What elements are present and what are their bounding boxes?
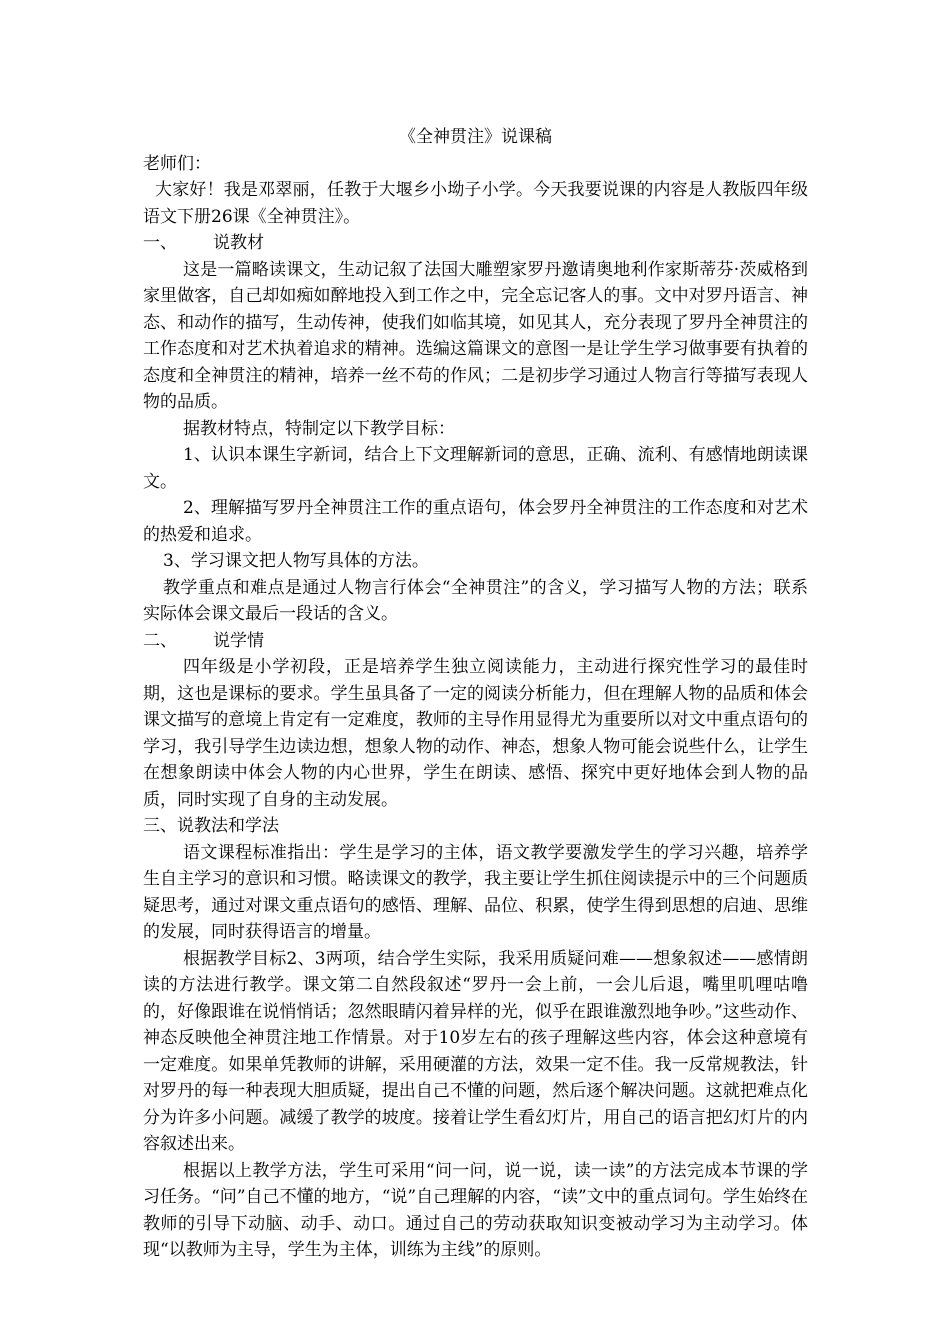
- section-number-2: 二、: [143, 630, 177, 651]
- section2-paragraph-1: 四年级是小学初段，正是培养学生独立阅读能力，主动进行探究性学习的最佳时期，这也是课标的要求。学生虽具备了一定的阅读分析能力，但在理解人物的品质和体会课文描写的意境上肯定有一定难度，教师的主导作用显得尤为重要所以对文中重点语句的学习，我引导学生边读边想，想象人物的动作、神态，想象人物可能会说些什么，让学生在想象朗读中体会人物的内心世界，学生在朗读、感悟、探究中更好地体会到人物的品质，同时实现了自身的主动发展。: [143, 657, 808, 810]
- document-page: [143, 124, 808, 1264]
- teaching-goal-3: 3、学习课文把人物写具体的方法。: [163, 551, 429, 571]
- section3-paragraph-3: 根据以上教学方法，学生可采用“问一问，说一说，读一读”的方法完成本节课的学习任务。“问”自己不懂的地方，“说”自己理解的内容，“读”文中的重点词句。学生始终在教师的引导下动脑、动手、动口。通过自己的劳动获取知识变被动学习为主动学习。体现“以教师为主导，学生为主体，训练为主线”的原则。: [143, 1160, 808, 1260]
- section-heading-1: [143, 230, 808, 257]
- section3-paragraph-1: 语文课程标准指出：学生是学习的主体，语文教学要激发学生的学习兴趣，培养学生自主学习的意识和习惯。略读课文的教学，我主要让学生抓住阅读提示中的三个问题质疑思考，通过对课文重点语句的感悟、理解、品位、积累，使学生得到思想的启迪、思维的发展，同时获得语言的增量。: [143, 842, 808, 942]
- section1-paragraph-1: 这是一篇略读课文，生动记叙了法国大雕塑家罗丹邀请奥地利作家斯蒂芬·茨威格到家里做客，自己却如痴如醉地投入到工作之中，完全忘记客人的事。文中对罗丹语言、神态、和动作的描写，生动传神，使我们如临其境，如见其人，充分表现了罗丹全神贯注的工作态度和对艺术执着追求的精神。选编这篇课文的意图一是让学生学习做事要有执着的态度和全神贯注的精神，培养一丝不苟的作风；二是初步学习通过人物言行等描写表现人物的品质。: [143, 259, 808, 412]
- section1-paragraph-2: 据教材特点，特制定以下教学目标：: [183, 418, 455, 439]
- teaching-goal-1: 1、认识本课生字新词，结合上下文理解新词的意思，正确、流利、有感情地朗读课文。: [143, 445, 808, 492]
- greeting: 老师们：: [143, 153, 211, 174]
- document-title: 《全神贯注》说课稿: [399, 127, 552, 147]
- section-number-1: 一、: [143, 233, 177, 253]
- section-heading-2: [143, 628, 808, 655]
- section1-paragraph-3: 教学重点和难点是通过人物言行体会“全神贯注”的含义，学习描写人物的方法；联系实际体会课文最后一段话的含义。: [143, 577, 808, 624]
- section-heading-3: 三、说教法和学法: [143, 816, 279, 836]
- section3-paragraph-2: 根据教学目标2、3两项，结合学生实际，我采用质疑问难——想象叙述——感情朗读的方法进行教学。课文第二自然段叙述“罗丹一会上前，一会儿后退，嘴里叽哩咕噜的，好像跟谁在说悄悄话；忽然眼睛闪着异样的光，似乎在跟谁激烈地争吵。”这些动作、神态反映他全神贯注地工作情景。对于10岁左右的孩子理解这些内容，体会这种意境有一定难度。如果单凭教师的讲解，采用硬灌的方法，效果一定不佳。我一反常规教法，针对罗丹的每一种表现大胆质疑，提出自己不懂的问题，然后逐个解决问题。这就把难点化分为许多小问题。减缓了教学的坡度。接着让学生看幻灯片，用自己的语言把幻灯片的内容叙述出来。: [143, 948, 808, 1154]
- section-title-1: 说教材: [213, 233, 264, 253]
- section-title-2: 说学情: [213, 630, 264, 651]
- teaching-goal-2: 2、理解描写罗丹全神贯注工作的重点语句，体会罗丹全神贯注的工作态度和对艺术的热爱和追求。: [143, 498, 808, 545]
- intro-paragraph: 大家好！我是邓翠丽，任教于大堰乡小坳子小学。今天我要说课的内容是人教版四年级语文下册26课《全神贯注》。: [143, 180, 808, 227]
